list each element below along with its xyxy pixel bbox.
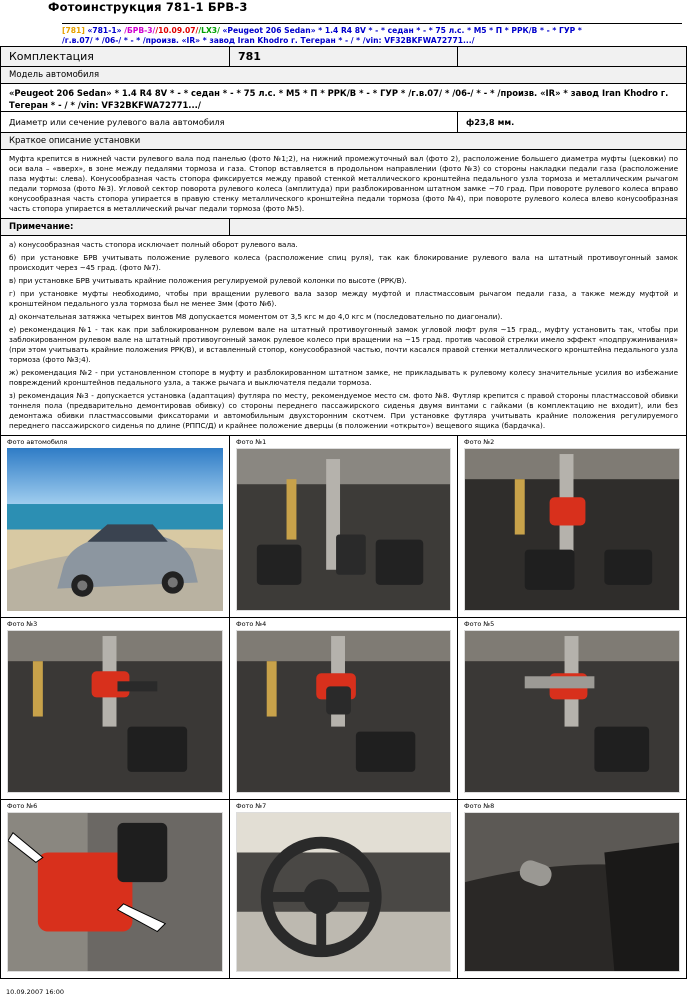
photo-label: Фото №6 (7, 802, 38, 810)
photo-7 (230, 800, 458, 978)
diameter-row (1, 112, 686, 133)
photo-6 (1, 800, 230, 978)
photo-label: Фото №3 (7, 620, 38, 628)
note-item: г) при установке муфты необходимо, чтобы при вращении рулевого вала зазор между муфтой и пластмассовым рычагом педали газа, а также между муфтой и кронштейном педального узла тормоза был не менее 3мм (фото №6). (9, 289, 678, 308)
description-label: Краткое описание установки (1, 133, 686, 150)
headline-kit: «781-1» (84, 26, 125, 35)
headline-product: /БРВ-3/ (124, 26, 156, 35)
steering-wheel-image (237, 813, 450, 971)
photo-grid (1, 436, 686, 800)
diameter-label: Диаметр или сечение рулевого вала автомобиля (1, 112, 458, 132)
pedal-assembly-image (237, 449, 450, 610)
stopper-left-image (465, 631, 679, 792)
photo-4 (230, 618, 458, 800)
photo-label: Фото №5 (464, 620, 495, 628)
note-item: д) окончательная затяжка четырех винтов М8 допускается моментом от 3,5 кгс м до 4,0 кгс м (последовательно по диагонали). (9, 312, 503, 321)
config-headline (62, 23, 682, 46)
case-mount-image (465, 813, 679, 971)
instruction-sheet (0, 46, 687, 979)
footer-date: 10.09.2007 16:00 (6, 988, 65, 996)
photo-label: Фото №1 (236, 438, 267, 446)
description-text: Муфта крепится в нижней части рулевого вала под панелью (фото №1;2), на нижний промежуточный вал (фото 2), расположение большего диаметра муфты (цековки) по оси вала – «вверх», в зоне между педалями тормоза и газа. Стопор вставляется в продольном направлении (фото №3) со стороны накладки педали газа (расположение паза муфты: слева). Конусообразная часть стопора фиксируется между правой стенкой металлического кронштейна педального узла тормоза и металлическим рычагом педали тормоза (фото №3). Угловой сектор поворота рулевого колеса (амплитуда) при разблокированном штатном замке ~70 град. При повороте рулевого колеса вправо конусообразная часть стопора упирается в правую стенку металлического кронштейна педали тормоза (фото №4), при повороте рулевого колеса влево конусообразная часть стопора упирается в металлический рычаг педали тормоза (фото №5). (1, 150, 686, 219)
note-item: а) конусообразная часть стопора исключает полный оборот рулевого вала. (9, 240, 298, 249)
model-value: «Peugeot 206 Sedan» * 1.4 R4 8V * - * седан * - * 75 л.с. * M5 * П * РРК/В * - * ГУР * /г.в.07/ * /06-/ * - * /произв. «IR» * завод Iran Khodro г. Тегеран * - / * /vin: VF32BKFWA72771.../ (1, 84, 686, 112)
komplektatsiya-label: Комплектация (1, 47, 230, 66)
headline-code: [781] (62, 26, 85, 35)
photo-grid-bottom (1, 800, 686, 978)
stopper-install-image (8, 631, 222, 792)
stopper-right-image (237, 631, 450, 792)
headline-lx: /LX3/ (198, 26, 220, 35)
car-photo-image (7, 448, 223, 611)
komplektatsiya-row (1, 47, 686, 67)
headline-date: /10.09.07/ (155, 26, 199, 35)
photo-2 (458, 436, 686, 618)
photo-label: Фото №7 (236, 802, 267, 810)
photo-label: Фото №8 (464, 802, 495, 810)
photo-label: Фото №4 (236, 620, 267, 628)
note-item: ж) рекомендация №2 - при установленном стопоре в муфту и разблокированном штатном замке, не прикладывать к рулевому колесу значительные усилия во избежание повреждений кронштейнов педального узла, а также рычага и выключателя педали тормоза. (9, 368, 678, 387)
notes-label: Примечание: (1, 219, 230, 235)
photo-car (1, 436, 230, 618)
photo-5 (458, 618, 686, 800)
note-item: з) рекомендация №3 - допускается установка (адаптация) футляра по месту, рекомендуемое место см. фото №8. Футляр крепится с правой стороны пластмассовой обивки тоннеля пола (предварительно демонтировав обивку) со стороны переднего пассажирского сиденья двумя винтами с гайками (в комплектацию не входит), или без демонтажа обивки пластмассовыми фиксаторами и автомобильным двухсторонним скотчем. При установке футляра учитывать крайние положения регулируемого переднего пассажирского сиденья по длине (РППС/Д) и крайнее положение дверцы (в положении «открыто») вещевого ящика (бардачка). (9, 391, 678, 430)
photo-label: Фото автомобиля (7, 438, 68, 446)
photo-8 (458, 800, 686, 978)
notes-label-row (1, 219, 686, 236)
komplektatsiya-value: 781 (230, 47, 458, 66)
note-item: е) рекомендация №1 - так как при заблокированном рулевом вале на штатный противоугонный замок угловой люфт руля ~15 град., муфту установить так, чтобы при заблокированном рулевом вале на штатный противоугонный замок рулевое колесо при вращении на ~15 град. против часовой стрелки имело эффект «подпружинивания» (при этом учитывать крайние положения РРК/В), и вставленный стопор, конусообразной частью, почти касался правой стенки металлического кронштейна педального узла тормоза (фото №3;4). (9, 325, 678, 364)
photo-1 (230, 436, 458, 618)
coupling-closeup-image (8, 813, 222, 971)
document-title: Фотоинструкция 781-1 БРВ-3 (48, 0, 248, 14)
photo-3 (1, 618, 230, 800)
note-item: в) при установке БРВ учитывать крайние положения регулируемой рулевой колонки по высоте (РРК/В). (9, 276, 407, 285)
headline-vehicle: «Peugeot 206 Sedan» * 1.4 R4 8V * - * седан * - * 75 л.с. * M5 * П * РРК/В * - * ГУР * (219, 26, 582, 35)
note-item: б) при установке БРВ учитывать положение рулевого колеса (расположение спиц руля), так как блокирование рулевого вала на штатный противоугонный замок происходит через ~45 град. (фото №7). (9, 253, 678, 272)
headline-vehicle-cont: /г.в.07/ * /06-/ * - * /произв. «IR» * завод Iran Khodro г. Тегеран * - / * /vin: VF32BKFWA72771.../ (62, 36, 475, 45)
diameter-value: ф23,8 мм. (466, 117, 515, 127)
notes-list (1, 236, 686, 436)
photo-label: Фото №2 (464, 438, 495, 446)
model-label: Модель автомобиля (1, 67, 686, 84)
coupling-install-image (465, 449, 679, 610)
komplektatsiya-empty (458, 47, 686, 66)
